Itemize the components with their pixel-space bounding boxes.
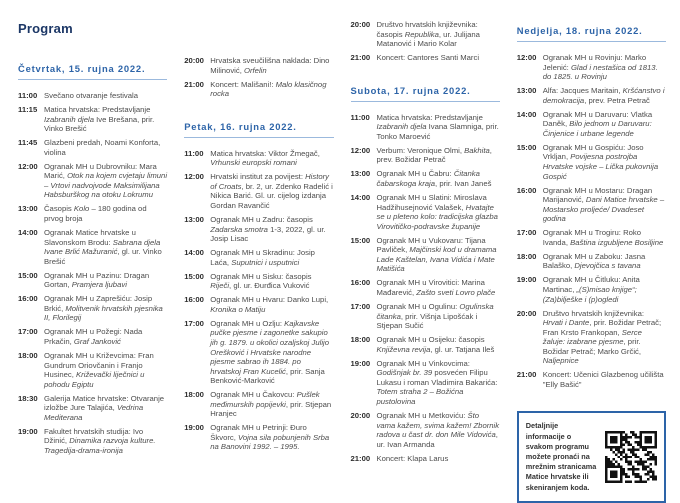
event-time: 16:00 — [516, 185, 537, 195]
event-time: 17:00 — [516, 228, 537, 238]
event-text: Društvo hrvatskih književnika: — [542, 308, 645, 318]
event-time: 16:00 — [18, 294, 38, 304]
event-text: Ive Brešana, prir. Vinko Brešić — [44, 114, 155, 134]
info-box-text: Detaljnije informacije o svakom programu možete pronaći na mrežnim stranicama Matice hrvatske ili skeniranjem koda. — [525, 421, 597, 492]
event-time: 15:00 — [516, 142, 537, 152]
event-row — [351, 193, 500, 231]
event-text: , ur. Julijana Matanović i Mario Kolar — [376, 29, 480, 49]
work-title: Povijesna postrojba Hrvatske vojske – Lička pukovnija Gospić — [542, 152, 659, 181]
event-time: 18:30 — [18, 393, 38, 403]
event-description — [377, 335, 500, 354]
event-row — [517, 186, 666, 224]
event-description — [377, 359, 500, 407]
event-description — [543, 53, 666, 82]
work-title: Pramjera ljubavi — [71, 280, 127, 290]
event-time: 19:00 — [184, 423, 204, 433]
work-title: Vojna sila pobunjenih Srba na Banovini 1992. – 1995. — [210, 432, 330, 452]
event-row — [517, 252, 666, 271]
work-title: Otok na kojem cvjetaju limuni – Vrtovi nadvojvode Maksimilijana Habsburškog na otoku Lokrumu — [44, 171, 168, 200]
event-row — [184, 149, 333, 168]
event-text: , br. 2, ur. Zdenko Radelić i Nikica Barić. Gl. ur. cijelog izdanja Gordan Ravančić — [210, 181, 333, 210]
event-description — [377, 53, 500, 63]
event-text: Ogranak MH u Osijeku: časopis — [376, 335, 485, 345]
event-description — [377, 20, 500, 49]
event-time: 21:00 — [350, 453, 371, 463]
event-description — [377, 411, 500, 449]
event-description — [210, 423, 333, 452]
event-row — [18, 351, 167, 389]
day-section — [184, 121, 333, 452]
event-time: 14:00 — [18, 228, 38, 238]
event-time: 20:00 — [350, 410, 371, 420]
event-description — [44, 351, 167, 389]
event-text: Koncert: Cantores Santi Marci — [376, 53, 480, 63]
event-time: 16:00 — [350, 278, 371, 288]
event-description — [44, 162, 167, 200]
event-description — [210, 272, 333, 291]
event-description — [210, 295, 333, 314]
event-description — [543, 143, 666, 181]
event-text: Ogranak Matice hrvatske u Slavonskom Brodu: — [44, 228, 136, 247]
event-text: Ogranak MH u Ozlju: — [210, 318, 285, 328]
event-time: 18:00 — [18, 351, 38, 361]
work-title: „(S)misao knjige“; (Za)bilješke i (p)ogledi — [542, 284, 637, 304]
event-text: Ogranak MH u Čabru: — [376, 169, 454, 179]
event-text: Ogranak MH u Zaprešiću: Josip Brkić, — [44, 294, 153, 313]
event-text: Ogranak MH u Križevcima: Fran Gundrum Oriovčanin i Franjo Husinec, — [44, 351, 154, 380]
event-time: 18:00 — [516, 251, 537, 261]
day-header: Nedjelja, 18. rujna 2022. — [517, 25, 666, 42]
event-time: 20:00 — [184, 56, 204, 65]
work-title: Kronika o Matiju — [210, 304, 266, 314]
event-text: Časopis — [44, 204, 74, 214]
event-description — [210, 149, 333, 168]
event-time: 19:00 — [350, 358, 371, 368]
event-text: Ogranak MH u Sisku: časopis — [210, 271, 312, 281]
event-time: 18:00 — [350, 335, 371, 345]
event-row — [517, 275, 666, 304]
event-description — [543, 252, 666, 271]
event-text: Koncert: Klapa Larus — [376, 453, 449, 463]
event-description — [377, 169, 500, 188]
event-time: 15:00 — [18, 270, 38, 280]
event-row — [184, 423, 333, 452]
event-row — [184, 272, 333, 291]
event-text: Ogranak MH u Metkoviću: — [376, 410, 468, 420]
event-text: , prir. Sanja Benković-Marković — [210, 366, 325, 386]
event-time: 17:00 — [350, 301, 371, 311]
event-time: 21:00 — [350, 53, 371, 63]
event-description — [210, 80, 333, 99]
event-description — [44, 271, 167, 290]
event-text: , prir. Božidar Petrač; Marko Grčić, — [542, 337, 642, 356]
event-description — [210, 56, 333, 75]
event-text: Ivana Slamniga, prir. Tonko Maroević — [376, 122, 499, 141]
event-row — [18, 294, 167, 323]
work-title: Dinamika razvoja kulture. Tragedija-drama-ironija — [44, 436, 156, 455]
work-title: Godišnjak br. 39 — [376, 368, 433, 378]
event-description — [210, 172, 333, 210]
work-title: Orfelin — [244, 65, 267, 75]
event-row — [18, 162, 167, 200]
event-description — [543, 275, 666, 304]
work-title: Bilo jednom u Daruvaru: Činjenice i urbane legende — [542, 119, 652, 138]
event-text: Fakultet hrvatskih studija: Ivo Džinić, — [44, 426, 144, 446]
event-text: , prir. Višnja Lipošćak i Stjepan Sučić — [376, 311, 478, 331]
work-title: Molitvenik hrvatskih pjesnika II, Florilegij — [44, 303, 163, 323]
work-title: Baština izgubljene Bosiljine — [570, 237, 664, 247]
event-time: 11:00 — [18, 91, 38, 100]
event-time: 21:00 — [516, 370, 537, 380]
event-row — [351, 20, 500, 49]
work-title: Sabrana djela Ivane Brlić Mažuranić — [44, 237, 161, 257]
event-description — [44, 327, 167, 346]
event-description — [44, 228, 167, 266]
event-row — [351, 236, 500, 274]
work-title: Što vama kažem, svima kažem! Zbornik radova u čast dr. don Mile Vidovića — [376, 410, 500, 440]
event-row — [351, 359, 500, 407]
event-description — [44, 91, 167, 101]
event-row — [517, 143, 666, 181]
event-description — [44, 138, 167, 157]
event-text: Ogranak MH u Daruvaru: Vlatka Daněk, — [542, 109, 653, 129]
column-4 — [517, 14, 666, 503]
event-text: Društvo hrvatskih književnika: časopis — [376, 20, 478, 39]
event-time: 19:00 — [516, 275, 537, 285]
event-text: , gl. ur. Đurđica Vuković — [229, 281, 310, 291]
event-row — [184, 295, 333, 314]
event-time: 17:00 — [184, 318, 204, 328]
work-title: Glad i nestašica od 1813. do 1825. u Rovinju — [542, 62, 658, 82]
work-title: Književna revija — [376, 344, 431, 354]
event-description — [44, 427, 167, 456]
event-description — [543, 110, 666, 139]
event-text: , ur. Ivan Armanda — [376, 430, 498, 449]
event-text: Hrvatski institut za povijest: — [210, 172, 306, 182]
event-time: 18:00 — [184, 390, 204, 400]
event-text: Galerija Matice hrvatske: Otvaranje izložbe Jure Talajića, — [44, 393, 165, 413]
event-text: Alfa: Jacques Maritain, — [542, 86, 623, 96]
event-text: Svečano otvaranje festivala — [44, 91, 139, 100]
event-row — [184, 319, 333, 386]
event-row — [351, 454, 500, 464]
event-description — [44, 204, 167, 223]
event-text: Ogranak MH u Zadru: časopis — [210, 214, 313, 224]
event-text: Ogranak MH u Dubrovniku: Mara Marić, — [44, 161, 157, 181]
event-text: Ogranak MH u Rovinju: Marko Jelenić: — [542, 53, 647, 72]
event-row — [184, 172, 333, 210]
event-time: 11:00 — [184, 148, 204, 158]
event-time: 11:45 — [18, 138, 38, 148]
event-row — [351, 53, 500, 63]
day-section — [351, 20, 500, 63]
event-row — [351, 302, 500, 331]
event-time: 13:00 — [516, 86, 537, 96]
event-row — [18, 204, 167, 223]
event-row — [18, 271, 167, 290]
work-title: Zašto sveti Lovro plače — [416, 287, 496, 297]
event-text: Ogranak MH u Vukovaru: Tijana Pavliček, — [376, 235, 486, 255]
info-box — [517, 411, 666, 502]
event-row — [18, 228, 167, 266]
event-text: Matica hrvatska: Predstavljanje — [376, 112, 483, 122]
event-row — [517, 86, 666, 105]
column-2 — [184, 14, 333, 474]
qr-code-icon — [605, 431, 657, 483]
event-text: , gl. ur. Tatjana Ileš — [430, 344, 495, 354]
event-time: 21:00 — [184, 79, 204, 89]
event-text: Ogranak MH u Petrinji: Đuro Škvorc, — [210, 423, 307, 442]
event-time: 15:00 — [184, 271, 204, 281]
event-text: Ogranak MH u Pazinu: Dragan Gortan, — [44, 270, 150, 290]
day-header: Subota, 17. rujna 2022. — [351, 85, 500, 102]
work-title: Kajkavske pučke pjesme i zagonetke sakupio jih g. 1879. u okolici ozaljskoj Julijo Orešković i Hrvatske narodne pjesme sabrao ih 1884. po hrvatskoj Fran Kucelić — [210, 318, 330, 376]
event-row — [351, 411, 500, 449]
event-description — [543, 370, 666, 389]
event-text: Verbum: Veronique Olmi, — [376, 145, 465, 155]
work-title: Izabranih djela — [44, 114, 95, 124]
event-row — [517, 228, 666, 247]
work-title: Bakhita — [464, 145, 490, 155]
work-title: Suputnici i usputnici — [231, 257, 300, 267]
event-time: 12:00 — [350, 145, 371, 155]
work-title: Riječi — [210, 281, 230, 291]
event-time: 11:00 — [350, 112, 370, 122]
event-description — [377, 113, 500, 142]
event-row — [351, 169, 500, 188]
event-text: – 180 godina od prvog broja — [44, 204, 147, 224]
event-row — [18, 427, 167, 456]
event-row — [351, 146, 500, 165]
event-text: Ogranak MH u Požegi: Nada Prkačin, — [44, 327, 143, 347]
work-title: Vedrina Mediterana — [44, 403, 144, 422]
event-description — [543, 186, 666, 224]
event-description — [543, 309, 666, 366]
event-text: posvećen Filipu Lukasu i roman Vladimira Bakarića: — [376, 368, 498, 387]
event-row — [18, 138, 167, 157]
work-title: Zadarska smotra — [210, 224, 268, 234]
event-text: Ogranak MH u Hvaru: Danko Lupi, — [210, 295, 329, 305]
work-title: Vrhunski europski romani — [210, 158, 297, 168]
event-text: Ogranak MH u Ogulinu: — [376, 301, 460, 311]
event-text: , prir. Stjepan Hranjec — [210, 399, 332, 419]
event-row — [18, 394, 167, 423]
program-columns — [18, 14, 666, 503]
work-title: Hrvati i Dante — [542, 318, 590, 328]
event-row — [184, 80, 333, 99]
event-row — [351, 278, 500, 297]
event-text: Ogranak MH u Vinkovcima: — [376, 358, 470, 368]
event-text: Hrvatska sveučilišna naklada: Dino Milinović, — [210, 56, 330, 75]
event-row — [517, 370, 666, 389]
event-description — [377, 236, 500, 274]
work-title: Ogulinska čitanka — [376, 301, 494, 321]
event-row — [351, 335, 500, 354]
work-title: Graf Janković — [73, 337, 121, 347]
event-text: Ogranak MH u Mostaru: Dragan Marijanović, — [542, 185, 653, 205]
day-header: Petak, 16. rujna 2022. — [184, 121, 333, 138]
column-3 — [351, 14, 500, 485]
event-time: 20:00 — [350, 20, 371, 29]
event-description — [210, 215, 333, 244]
event-time: 14:00 — [516, 109, 537, 119]
work-title: Hvatajte se u pleteno kolo: tradicijska glazba Virovitičko-podravske županije — [376, 202, 498, 231]
work-title: Totem straha 2 – Božićna pustolovina — [376, 387, 464, 406]
event-description — [377, 278, 500, 297]
work-title: Pušlek međimurskih popijevki — [210, 390, 320, 409]
event-row — [351, 113, 500, 142]
event-text: Ogranak MH u Čitluku: Anita Martinac, — [542, 275, 640, 294]
event-description — [210, 319, 333, 386]
work-title: Malo klasičnog rocka — [210, 79, 327, 99]
event-time: 12:00 — [184, 172, 204, 182]
event-time: 12:00 — [18, 161, 38, 171]
event-time: 11:15 — [18, 105, 38, 115]
work-title: Kršćanstvo i demokracija — [542, 86, 665, 105]
event-text: , prev. Božidar Petrač — [376, 145, 492, 165]
page-title: Program — [18, 21, 73, 36]
event-description — [543, 86, 666, 105]
event-text: Ogranak MH u Skradinu: Josip Laća, — [210, 248, 315, 267]
work-title: Izabranih djela — [376, 122, 427, 132]
event-row — [18, 91, 167, 101]
work-title: Križevački liječnici u pohodu Egiptu — [44, 370, 145, 389]
event-text: , prir. Božidar Petrač; Fran Krsto Frankopan, — [542, 318, 662, 337]
event-text: Matica hrvatska: Viktor Žmegač, — [210, 148, 320, 158]
event-text: , prir. Ivan Janeš — [435, 178, 492, 188]
event-row — [18, 105, 167, 134]
event-text: Matica hrvatska: Predstavljanje — [44, 105, 151, 115]
event-time: 19:00 — [18, 426, 38, 436]
work-title: Majčinski kod u dramama Lade Kaštelan, Ivana Vidića i Mate Matišića — [376, 245, 497, 274]
event-text: Koncert: Učenici Glazbenog učilišta "Elly Bašić" — [542, 370, 664, 389]
event-description — [377, 454, 500, 464]
work-title: Čitanka čabarskoga kraja — [376, 169, 480, 188]
event-description — [44, 105, 167, 134]
event-description — [44, 294, 167, 323]
day-section — [184, 56, 333, 99]
work-title: Djevojčica s tavana — [574, 261, 641, 271]
event-text: Ogranak MH u Čakovcu: — [210, 390, 297, 400]
event-text: Ogranak MH u Gospiću: Joso Vrkljan, — [542, 142, 644, 162]
event-time: 12:00 — [516, 53, 537, 62]
event-description — [210, 390, 333, 419]
event-text: Ogranak MH u Virovitici: Marina Mađarević, — [376, 278, 485, 297]
event-time: 13:00 — [184, 214, 204, 224]
event-text: Ogranak MH u Zaboku: Jasna Balaško, — [542, 251, 646, 271]
event-time: 16:00 — [184, 295, 204, 305]
event-time: 14:00 — [184, 248, 204, 258]
day-section — [18, 63, 167, 456]
work-title: Kolo — [73, 204, 90, 214]
event-row — [517, 309, 666, 366]
event-row — [517, 53, 666, 82]
event-text: Glazbeni predah, Noami Konforta, violina — [44, 138, 161, 157]
event-time: 17:00 — [18, 327, 38, 337]
event-description — [377, 302, 500, 331]
day-section — [351, 85, 500, 464]
event-description — [377, 193, 500, 231]
event-text: , prev. Petra Petrač — [584, 95, 650, 105]
event-row — [184, 248, 333, 267]
work-title: Republika — [404, 29, 439, 39]
event-text: Ogranak MH u Slatini: Miroslava Hadžihusejnović Valašek, — [376, 193, 487, 212]
event-time: 13:00 — [18, 204, 38, 214]
event-row — [184, 215, 333, 244]
event-description — [44, 394, 167, 423]
day-section — [517, 25, 666, 389]
work-title: Dani Matice hrvatske – Mostarsko proljeće/ Dvadeset godina — [542, 195, 665, 224]
event-text: Ogranak MH u Trogiru: Roko Ivanda, — [542, 228, 642, 247]
event-time: 15:00 — [350, 235, 371, 245]
column-1 — [18, 14, 167, 478]
event-row — [184, 56, 333, 75]
event-row — [517, 110, 666, 139]
work-title: Naljepnice — [542, 356, 579, 366]
event-row — [18, 327, 167, 346]
event-text: Koncert: Mališani!: — [210, 79, 276, 89]
event-time: 20:00 — [516, 308, 537, 318]
event-description — [543, 228, 666, 247]
work-title: History of Croats — [210, 172, 330, 191]
event-row — [184, 390, 333, 419]
day-header: Četvrtak, 15. rujna 2022. — [18, 63, 167, 80]
event-time: 14:00 — [350, 193, 371, 203]
event-text: , gl. ur. Vinko Brešić — [44, 247, 162, 266]
event-time: 13:00 — [350, 169, 371, 179]
event-text: 1-3, 2022, gl. ur. Josip Lisac — [210, 224, 326, 244]
work-title: Serce žaluje: izabrane pjesme — [542, 327, 642, 347]
event-description — [210, 248, 333, 267]
event-description — [377, 146, 500, 165]
